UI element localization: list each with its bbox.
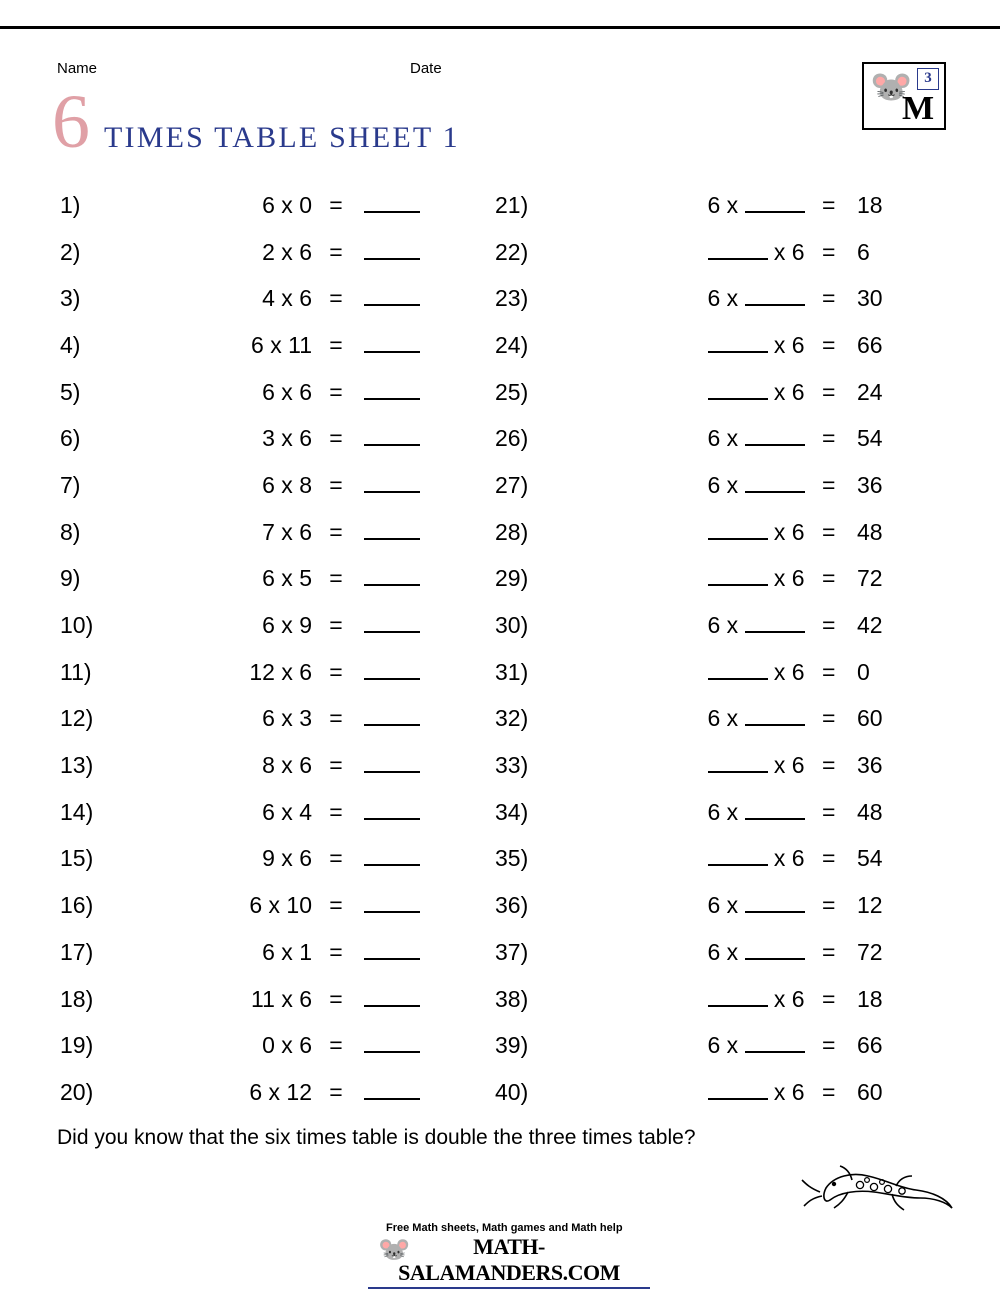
question-expression: x 6 xyxy=(601,239,804,266)
question-answer[interactable] xyxy=(354,939,444,966)
question-answer[interactable] xyxy=(354,519,444,546)
question-answer: 6 xyxy=(856,238,870,265)
question-answer: 18 xyxy=(856,191,883,218)
question-answer[interactable] xyxy=(354,799,444,826)
answer-blank[interactable] xyxy=(364,614,420,633)
question-row xyxy=(495,789,915,836)
equals-sign: = xyxy=(822,331,836,358)
question-expression: x 6 xyxy=(601,519,804,546)
question-expression: 12 x 6 xyxy=(249,658,312,685)
equals-sign: = xyxy=(822,285,836,312)
equals-sign: = xyxy=(329,798,343,825)
question-number: 2) xyxy=(60,238,81,265)
question-answer: 36 xyxy=(856,752,883,779)
question-number: 32) xyxy=(495,705,529,732)
question-row xyxy=(495,1022,915,1069)
question-row xyxy=(60,556,460,603)
question-row xyxy=(495,369,915,416)
equals-sign: = xyxy=(329,985,343,1012)
equals-sign: = xyxy=(822,1078,836,1105)
question-number: 39) xyxy=(495,1032,529,1059)
title-text: TIMES TABLE SHEET 1 xyxy=(104,121,460,154)
equals-sign: = xyxy=(822,471,836,498)
question-row xyxy=(60,742,460,789)
question-answer: 48 xyxy=(856,798,883,825)
equals-sign: = xyxy=(822,798,836,825)
question-expression: 6 x xyxy=(601,285,804,312)
name-label: Name xyxy=(57,60,98,77)
question-expression: x 6 xyxy=(601,659,804,686)
question-number: 7) xyxy=(60,471,81,498)
question-expression: x 6 xyxy=(601,752,804,779)
footer-logo xyxy=(350,1222,650,1289)
answer-blank[interactable] xyxy=(745,194,805,213)
question-row xyxy=(495,1069,915,1116)
equals-sign: = xyxy=(822,191,836,218)
question-expression: x 6 xyxy=(601,845,804,872)
logo-salamander-glyph: 🐭 xyxy=(870,68,913,106)
answer-blank[interactable] xyxy=(745,801,805,820)
answer-blank[interactable] xyxy=(708,847,768,866)
answer-blank[interactable] xyxy=(745,614,805,633)
salamander-icon xyxy=(800,1140,960,1230)
question-answer[interactable] xyxy=(354,612,444,639)
logo-letter-m: M xyxy=(902,90,935,127)
question-row xyxy=(60,696,460,743)
answer-blank[interactable] xyxy=(364,287,420,306)
question-expression: 6 x 11 xyxy=(251,331,312,358)
equals-sign: = xyxy=(329,238,343,265)
question-answer: 60 xyxy=(856,1078,883,1105)
question-row xyxy=(60,509,460,556)
question-answer: 60 xyxy=(856,705,883,732)
question-expression: 6 x xyxy=(601,799,804,826)
answer-blank[interactable] xyxy=(364,334,420,353)
question-expression: 6 x xyxy=(601,892,804,919)
question-expression: 6 x 9 xyxy=(262,612,312,639)
answer-blank[interactable] xyxy=(364,474,420,493)
footer-salamander-icon: 🐭 xyxy=(378,1234,411,1264)
question-answer[interactable] xyxy=(354,1079,444,1106)
equals-sign: = xyxy=(822,752,836,779)
question-answer: 12 xyxy=(856,892,883,919)
question-number: 13) xyxy=(60,752,94,779)
question-row xyxy=(60,275,460,322)
equals-sign: = xyxy=(822,892,836,919)
question-expression: 11 x 6 xyxy=(251,985,312,1012)
equals-sign: = xyxy=(329,191,343,218)
question-number: 16) xyxy=(60,892,94,919)
title-number: 6 xyxy=(52,80,90,164)
question-number: 11) xyxy=(60,658,92,685)
question-expression: 6 x 5 xyxy=(262,565,312,592)
equals-sign: = xyxy=(822,705,836,732)
question-expression: 6 x xyxy=(601,472,804,499)
page-title xyxy=(52,80,460,164)
question-row xyxy=(495,836,915,883)
answer-blank[interactable] xyxy=(745,1034,805,1053)
question-answer: 54 xyxy=(856,845,883,872)
question-answer: 24 xyxy=(856,378,883,405)
answer-blank[interactable] xyxy=(745,287,805,306)
question-row xyxy=(495,649,915,696)
answer-blank[interactable] xyxy=(708,567,768,586)
question-expression: x 6 xyxy=(601,332,804,359)
question-number: 15) xyxy=(60,845,94,872)
questions-column-right xyxy=(495,182,915,1116)
equals-sign: = xyxy=(822,845,836,872)
answer-blank[interactable] xyxy=(745,707,805,726)
question-row xyxy=(60,649,460,696)
questions-column-left xyxy=(60,182,460,1116)
footnote: Did you know that the six times table is double the three times table? xyxy=(57,1126,696,1149)
question-row xyxy=(60,322,460,369)
question-row xyxy=(60,836,460,883)
question-number: 4) xyxy=(60,331,81,358)
question-number: 35) xyxy=(495,845,529,872)
answer-blank[interactable] xyxy=(364,241,420,260)
footer-url: MATH-SALAMANDERS.COM xyxy=(368,1234,650,1289)
question-number: 38) xyxy=(495,985,529,1012)
answer-blank[interactable] xyxy=(745,474,805,493)
question-number: 27) xyxy=(495,471,529,498)
question-row xyxy=(495,696,915,743)
answer-blank[interactable] xyxy=(364,941,420,960)
top-divider xyxy=(0,26,1000,29)
answer-blank[interactable] xyxy=(745,894,805,913)
date-label: Date xyxy=(410,60,442,77)
answer-blank[interactable] xyxy=(708,241,768,260)
equals-sign: = xyxy=(329,518,343,545)
question-number: 8) xyxy=(60,518,81,545)
equals-sign: = xyxy=(329,658,343,685)
equals-sign: = xyxy=(329,1032,343,1059)
equals-sign: = xyxy=(329,752,343,779)
answer-blank[interactable] xyxy=(745,427,805,446)
question-number: 40) xyxy=(495,1078,529,1105)
question-expression: 6 x xyxy=(601,612,804,639)
equals-sign: = xyxy=(329,331,343,358)
question-number: 3) xyxy=(60,285,81,312)
equals-sign: = xyxy=(822,518,836,545)
answer-blank[interactable] xyxy=(708,381,768,400)
question-answer[interactable] xyxy=(354,332,444,359)
question-number: 9) xyxy=(60,565,81,592)
question-answer[interactable] xyxy=(354,285,444,312)
question-row xyxy=(60,462,460,509)
question-expression: 6 x xyxy=(601,192,804,219)
question-row xyxy=(60,182,460,229)
question-expression: 6 x 10 xyxy=(249,892,312,919)
question-answer: 48 xyxy=(856,518,883,545)
question-number: 6) xyxy=(60,425,81,452)
answer-blank[interactable] xyxy=(364,427,420,446)
answer-blank[interactable] xyxy=(708,754,768,773)
question-expression: 6 x 1 xyxy=(262,938,312,965)
question-row xyxy=(495,882,915,929)
equals-sign: = xyxy=(822,985,836,1012)
equals-sign: = xyxy=(329,892,343,919)
question-row xyxy=(60,229,460,276)
question-answer: 54 xyxy=(856,425,883,452)
question-answer: 42 xyxy=(856,612,883,639)
question-expression: 6 x 12 xyxy=(249,1078,312,1105)
question-number: 19) xyxy=(60,1032,94,1059)
question-expression: x 6 xyxy=(601,1079,804,1106)
answer-blank[interactable] xyxy=(708,988,768,1007)
question-answer[interactable] xyxy=(354,472,444,499)
logo-grade-badge: 3 xyxy=(917,68,939,90)
question-expression: 7 x 6 xyxy=(262,518,312,545)
question-answer[interactable] xyxy=(354,892,444,919)
question-answer[interactable] xyxy=(354,659,444,686)
question-row xyxy=(495,182,915,229)
question-row xyxy=(495,929,915,976)
answer-blank[interactable] xyxy=(708,334,768,353)
question-number: 5) xyxy=(60,378,81,405)
answer-blank[interactable] xyxy=(364,754,420,773)
question-row xyxy=(495,556,915,603)
question-row xyxy=(495,415,915,462)
question-number: 28) xyxy=(495,518,529,545)
question-number: 25) xyxy=(495,378,529,405)
question-number: 23) xyxy=(495,285,529,312)
question-number: 33) xyxy=(495,752,529,779)
question-expression: 0 x 6 xyxy=(262,1032,312,1059)
question-expression: 6 x 6 xyxy=(262,378,312,405)
question-expression: 6 x xyxy=(601,705,804,732)
question-expression: 8 x 6 xyxy=(262,752,312,779)
footer-tagline: Free Math sheets, Math games and Math help xyxy=(386,1222,623,1234)
question-expression: 6 x 8 xyxy=(262,471,312,498)
question-expression: x 6 xyxy=(601,986,804,1013)
question-answer[interactable] xyxy=(354,379,444,406)
answer-blank[interactable] xyxy=(364,894,420,913)
question-answer: 72 xyxy=(856,938,883,965)
question-answer[interactable] xyxy=(354,986,444,1013)
equals-sign: = xyxy=(329,565,343,592)
answer-blank[interactable] xyxy=(364,988,420,1007)
question-answer[interactable] xyxy=(354,425,444,452)
equals-sign: = xyxy=(822,1032,836,1059)
question-row xyxy=(495,602,915,649)
equals-sign: = xyxy=(329,705,343,732)
equals-sign: = xyxy=(822,658,836,685)
answer-blank[interactable] xyxy=(708,521,768,540)
question-expression: 2 x 6 xyxy=(262,238,312,265)
question-row xyxy=(60,415,460,462)
question-answer[interactable] xyxy=(354,565,444,592)
question-row xyxy=(60,1069,460,1116)
equals-sign: = xyxy=(329,612,343,639)
answer-blank[interactable] xyxy=(708,661,768,680)
question-answer[interactable] xyxy=(354,752,444,779)
question-row xyxy=(60,929,460,976)
question-number: 29) xyxy=(495,565,529,592)
question-row xyxy=(60,1022,460,1069)
equals-sign: = xyxy=(822,938,836,965)
answer-blank[interactable] xyxy=(364,801,420,820)
question-number: 26) xyxy=(495,425,529,452)
question-row xyxy=(495,229,915,276)
question-number: 21) xyxy=(495,191,529,218)
question-expression: 4 x 6 xyxy=(262,285,312,312)
answer-blank[interactable] xyxy=(364,194,420,213)
question-row xyxy=(60,369,460,416)
answer-blank[interactable] xyxy=(364,707,420,726)
question-number: 12) xyxy=(60,705,94,732)
equals-sign: = xyxy=(329,938,343,965)
question-row xyxy=(495,275,915,322)
answer-blank[interactable] xyxy=(364,381,420,400)
question-number: 10) xyxy=(60,612,94,639)
question-expression: 6 x xyxy=(601,939,804,966)
question-row xyxy=(60,976,460,1023)
question-number: 24) xyxy=(495,331,529,358)
equals-sign: = xyxy=(329,425,343,452)
question-number: 22) xyxy=(495,238,529,265)
question-row xyxy=(495,742,915,789)
equals-sign: = xyxy=(329,1078,343,1105)
question-number: 18) xyxy=(60,985,94,1012)
equals-sign: = xyxy=(822,565,836,592)
question-number: 31) xyxy=(495,658,529,685)
question-row xyxy=(60,789,460,836)
question-row xyxy=(495,976,915,1023)
answer-blank[interactable] xyxy=(364,1034,420,1053)
question-answer[interactable] xyxy=(354,192,444,219)
answer-blank[interactable] xyxy=(708,1081,768,1100)
equals-sign: = xyxy=(822,378,836,405)
question-answer: 72 xyxy=(856,565,883,592)
equals-sign: = xyxy=(822,612,836,639)
question-answer: 66 xyxy=(856,1032,883,1059)
question-expression: 6 x xyxy=(601,425,804,452)
equals-sign: = xyxy=(822,238,836,265)
salamander-logo-icon xyxy=(862,62,946,130)
question-number: 1) xyxy=(60,191,81,218)
question-number: 37) xyxy=(495,938,529,965)
question-number: 17) xyxy=(60,938,94,965)
question-number: 34) xyxy=(495,798,529,825)
question-answer: 66 xyxy=(856,331,883,358)
equals-sign: = xyxy=(822,425,836,452)
question-answer[interactable] xyxy=(354,1032,444,1059)
question-expression: x 6 xyxy=(601,379,804,406)
question-answer[interactable] xyxy=(354,845,444,872)
answer-blank[interactable] xyxy=(364,521,420,540)
question-answer: 36 xyxy=(856,471,883,498)
question-expression: 6 x 4 xyxy=(262,798,312,825)
answer-blank[interactable] xyxy=(364,1081,420,1100)
question-number: 14) xyxy=(60,798,94,825)
question-answer: 18 xyxy=(856,985,883,1012)
question-row xyxy=(495,322,915,369)
question-expression: 6 x 3 xyxy=(262,705,312,732)
question-expression: 9 x 6 xyxy=(262,845,312,872)
answer-blank[interactable] xyxy=(364,567,420,586)
question-row xyxy=(60,602,460,649)
answer-blank[interactable] xyxy=(364,661,420,680)
question-answer[interactable] xyxy=(354,239,444,266)
question-expression: 6 x xyxy=(601,1032,804,1059)
question-expression: 3 x 6 xyxy=(262,425,312,452)
equals-sign: = xyxy=(329,285,343,312)
question-row xyxy=(495,462,915,509)
equals-sign: = xyxy=(329,471,343,498)
question-row xyxy=(495,509,915,556)
question-answer: 0 xyxy=(856,658,870,685)
answer-blank[interactable] xyxy=(745,941,805,960)
question-answer[interactable] xyxy=(354,705,444,732)
question-number: 30) xyxy=(495,612,529,639)
question-expression: x 6 xyxy=(601,565,804,592)
question-number: 20) xyxy=(60,1078,94,1105)
equals-sign: = xyxy=(329,378,343,405)
question-number: 36) xyxy=(495,892,529,919)
equals-sign: = xyxy=(329,845,343,872)
answer-blank[interactable] xyxy=(364,847,420,866)
question-answer: 30 xyxy=(856,285,883,312)
question-expression: 6 x 0 xyxy=(262,191,312,218)
question-row xyxy=(60,882,460,929)
